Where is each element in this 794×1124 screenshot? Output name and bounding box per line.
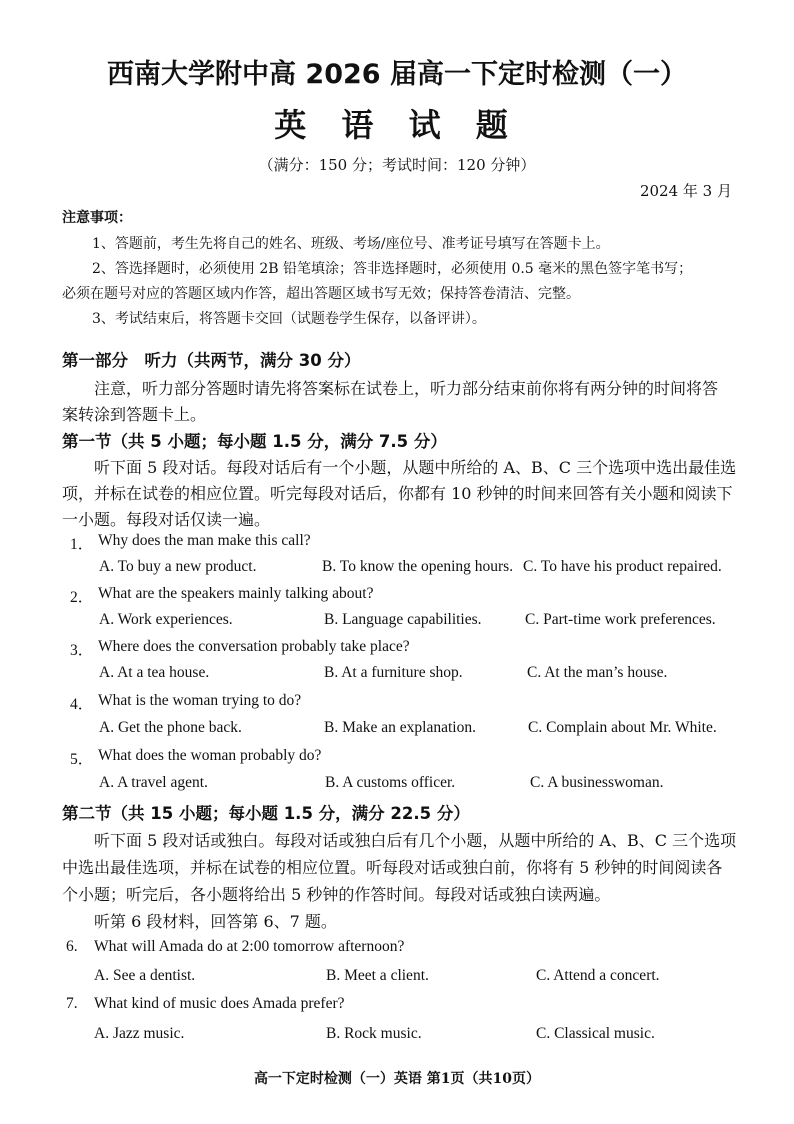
notice-heading: 注意事项： bbox=[62, 210, 132, 226]
exam-date: 2024 年 3 月 bbox=[639, 182, 732, 200]
option-b: B. Make an explanation. bbox=[324, 719, 476, 736]
section1-heading: 第一节（共 5 小题；每小题 1.5 分，满分 7.5 分） bbox=[62, 432, 447, 451]
material-instruction: 听第 6 段材料，回答第 6、7 题。 bbox=[94, 912, 337, 931]
option-b: B. A customs officer. bbox=[325, 774, 456, 791]
option-a: A. To buy a new product. bbox=[99, 558, 257, 575]
section1-directions-b: 项，并标在试卷的相应位置。听完每段对话后，你都有 10 秒钟的时间来回答有关小题和阅读下 bbox=[62, 484, 733, 503]
option-c: C. Complain about Mr. White. bbox=[528, 719, 717, 736]
option-a: A. Jazz music. bbox=[94, 1025, 185, 1042]
section2-heading: 第二节（共 15 小题；每小题 1.5 分，满分 22.5 分） bbox=[62, 804, 470, 823]
section2-directions-b: 中选出最佳选项，并标在试卷的相应位置。听每段对话或独白前，你将有 5 秒钟的时间阅读各 bbox=[62, 858, 723, 877]
option-a: A. A travel agent. bbox=[99, 774, 208, 791]
notice-line-3: 3、考试结束后，将答题卡交回（试题卷学生保存，以备评讲）。 bbox=[92, 311, 486, 327]
section1-directions-c: 一小题。每段对话仅读一遍。 bbox=[62, 510, 271, 529]
question-number: 4． bbox=[70, 696, 94, 713]
option-b: B. Meet a client. bbox=[326, 967, 429, 984]
question-number: 2． bbox=[70, 589, 94, 606]
option-a: A. Get the phone back. bbox=[99, 719, 242, 736]
part1-intro-b: 案转涂到答题卡上。 bbox=[62, 405, 207, 424]
question-text: What is the woman trying to do? bbox=[98, 692, 302, 709]
notice-line-1: 1、答题前，考生先将自己的姓名、班级、考场/座位号、准考证号填写在答题卡上。 bbox=[92, 236, 610, 252]
part1-heading: 第一部分 听力（共两节，满分 30 分） bbox=[62, 351, 361, 370]
option-a: A. See a dentist. bbox=[94, 967, 196, 984]
option-b: B. Rock music. bbox=[326, 1025, 422, 1042]
option-c: C. Classical music. bbox=[536, 1025, 655, 1042]
question-text: What are the speakers mainly talking about? bbox=[98, 585, 374, 602]
section1-directions-a: 听下面 5 段对话。每段对话后有一个小题，从题中所给的 A、B、C 三个选项中选出最佳选 bbox=[94, 458, 737, 477]
question-number: 1． bbox=[70, 536, 94, 553]
option-a: A. At a tea house. bbox=[99, 664, 210, 681]
page-footer: 高一下定时检测（一）英语 第1页（共10页） bbox=[253, 1071, 541, 1087]
question-text: What does the woman probably do? bbox=[98, 747, 322, 764]
option-b: B. At a furniture shop. bbox=[324, 664, 463, 681]
question-text: Where does the conversation probably take place? bbox=[98, 638, 410, 655]
option-b: B. To know the opening hours. bbox=[322, 558, 514, 575]
option-c: C. A businesswoman. bbox=[530, 774, 664, 791]
question-number: 6. bbox=[66, 938, 78, 955]
notice-line-2b: 必须在题号对应的答题区域内作答，超出答题区域书写无效；保持答卷清洁、完整。 bbox=[62, 286, 580, 302]
section2-directions-a: 听下面 5 段对话或独白。每段对话或独白后有几个小题，从题中所给的 A、B、C 三个选项 bbox=[94, 831, 737, 850]
notice-line-2a: 2、答选择题时，必须使用 2B 铅笔填涂；答非选择题时，必须使用 0.5 毫米的黑色签字笔书写； bbox=[92, 261, 693, 277]
exam-title: 西南大学附中高 2026 届高一下定时检测（一） bbox=[107, 59, 687, 90]
option-c: C. Attend a concert. bbox=[536, 967, 660, 984]
question-text: What will Amada do at 2:00 tomorrow afternoon? bbox=[94, 938, 405, 955]
question-text: What kind of music does Amada prefer? bbox=[94, 995, 345, 1012]
question-number: 7. bbox=[66, 995, 78, 1012]
question-text: Why does the man make this call? bbox=[98, 532, 311, 549]
option-b: B. Language capabilities. bbox=[324, 611, 482, 628]
question-number: 3． bbox=[70, 642, 94, 659]
question-number: 5． bbox=[70, 751, 94, 768]
part1-intro-a: 注意，听力部分答题时请先将答案标在试卷上，听力部分结束前你将有两分钟的时间将答 bbox=[94, 379, 719, 398]
option-c: C. To have his product repaired. bbox=[523, 558, 722, 575]
option-c: C. Part-time work preferences. bbox=[525, 611, 716, 628]
option-a: A. Work experiences. bbox=[99, 611, 233, 628]
score-time: （满分：150 分；考试时间：120 分钟） bbox=[258, 156, 536, 174]
exam-subject: 英 语 试 题 bbox=[274, 106, 520, 144]
section2-directions-c: 个小题；听完后，各小题将给出 5 秒钟的作答时间。每段对话或独白读两遍。 bbox=[62, 885, 611, 904]
option-c: C. At the man’s house. bbox=[527, 664, 668, 681]
